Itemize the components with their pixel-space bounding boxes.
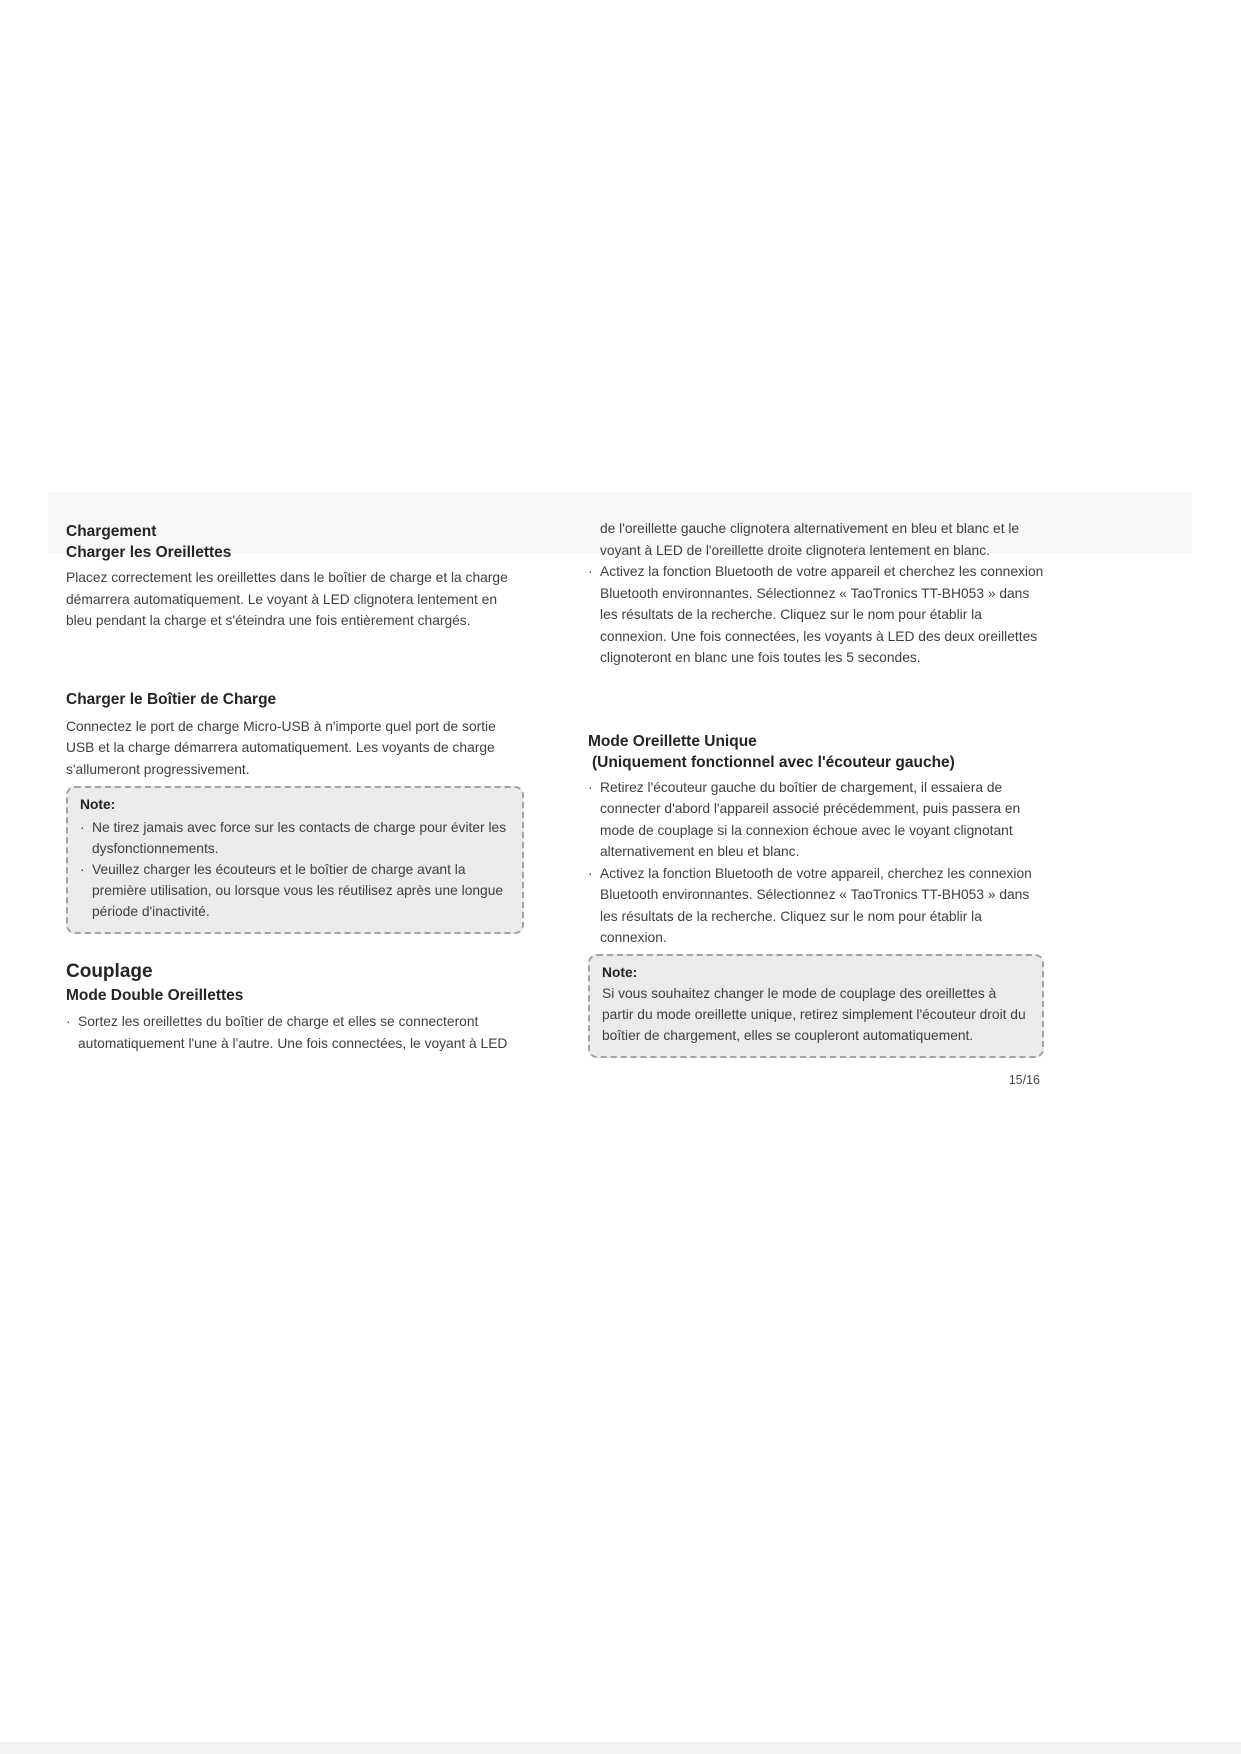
bullet-marker: · <box>80 862 85 877</box>
note-label: Note: <box>80 797 116 812</box>
left-column <box>66 521 524 1054</box>
bullet-marker: · <box>588 865 593 881</box>
list-item-text: Veuillez charger les écouteurs et le boîtier de charge avant la première utilisation, ou lorsque vous les réutilisez après une longue période d'inactivité. <box>92 862 504 919</box>
paragraph-charger-boitier: Connectez le port de charge Micro-USB à n'importe quel port de sortie USB et la charge démarrera automatiquement. Les voyants de charge s'allumeront progressivement. <box>66 718 496 777</box>
subsection-title-ecouteur-gauche: (Uniquement fonctionnel avec l'écouteur gauche) <box>592 753 955 771</box>
right-column <box>588 518 1044 1087</box>
list-item <box>588 777 1044 863</box>
list-item-text: Activez la fonction Bluetooth de votre appareil et cherchez les connexion Bluetooth environnantes. Sélectionnez « TaoTronics TT-BH053 » dans les résultats de la recherche. Cliquez sur le nom pour établir la connexion. Une fois connectées, les voyants à LED des deux oreillettes clignoteront en blanc une fois toutes les 5 secondes. <box>600 564 1044 665</box>
section-title-couplage: Couplage <box>66 961 153 982</box>
subsection-title-mode-double: Mode Double Oreillettes <box>66 987 244 1004</box>
section-title-chargement: Chargement <box>66 523 157 540</box>
list-item-text: Ne tirez jamais avec force sur les contacts de charge pour éviter les dysfonctionnements. <box>92 820 507 856</box>
bullet-marker: · <box>588 779 593 795</box>
note-body: Si vous souhaitez changer le mode de couplage des oreillettes à partir du mode oreillette unique, retirez simplement l'écouteur droit du boîtier de chargement, elles se coupleront automatiquement. <box>602 985 1026 1043</box>
section-title-mode-unique: Mode Oreillette Unique <box>588 732 757 750</box>
bullet-marker: · <box>80 820 85 835</box>
note-box-charge <box>66 786 524 934</box>
bullet-marker: · <box>588 564 593 579</box>
list-item <box>66 1011 524 1054</box>
paragraph-charger-oreillettes: Placez correctement les oreillettes dans le boîtier de charge et la charge démarrera automatiquement. Le voyant à LED clignotera lentement en bleu pendant la charge et s'éteindra une fois entièrement chargés. <box>66 570 508 628</box>
page-number: 15/16 <box>1008 1072 1040 1087</box>
list-item-text: Sortez les oreillettes du boîtier de charge et elles se connecteront automatiquement l'une à l'autre. Une fois connectées, le voyant à LED <box>78 1014 508 1051</box>
scan-artifact-band-bottom <box>0 1742 1241 1754</box>
list-item <box>80 859 510 922</box>
subsection-title-charger-oreillettes: Charger les Oreillettes <box>66 544 232 561</box>
note-label: Note: <box>602 964 638 980</box>
bullet-marker: · <box>66 1014 71 1029</box>
paragraph-continuation: de l'oreillette gauche clignotera alternativement en bleu et blanc et le voyant à LED de l'oreillette droite clignotera lentement en blanc. <box>600 521 1020 558</box>
subsection-title-charger-boitier: Charger le Boîtier de Charge <box>66 690 277 708</box>
list-item-text: Activez la fonction Bluetooth de votre appareil, cherchez les connexion Bluetooth environnantes. Sélectionnez « TaoTronics TT-BH053 » dans les résultats de la recherche. Cliquez sur le nom pour établir la connexion. <box>600 865 1032 945</box>
list-item <box>588 863 1044 949</box>
list-item-text: Retirez l'écouteur gauche du boîtier de chargement, il essaiera de connecter d'abord l'appareil associé précédemment, puis passera en mode de couplage si la connexion échoue avec le voyant clignotant alternativement en bleu et blanc. <box>600 779 1021 859</box>
note-list <box>80 817 510 922</box>
list-item <box>588 561 1044 669</box>
list-item <box>80 817 510 859</box>
note-box-couplage <box>588 954 1044 1058</box>
